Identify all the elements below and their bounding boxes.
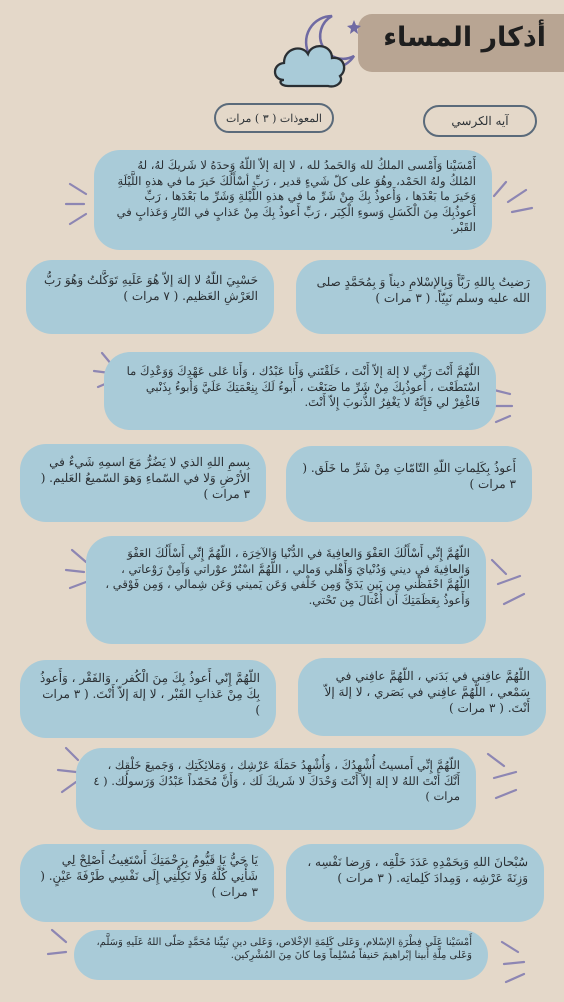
- dhikr-card: [20, 660, 276, 738]
- muawwidhat-label: المعوذات ( ٣ ) مرات: [226, 111, 322, 125]
- dhikr-card: [76, 748, 476, 830]
- dhikr-text: اللّهُمَّ إِنِّي أَسْأَلُكَ العَفْوَ وَالعافِيةَ في الدُّنْيا وَالآخِرَة ، اللّهُمَّ إِنِّي أَسْأَلُكَ العَفْوَ وَالعافِيةَ في ديني وَدُنْيايَ وَأَهْلي وَمالي ، اللّهُمَّ اسْتُرْ عوْراتي وَآمِنْ رَوْعاتي ، اللّهُمَّ احْفَظْني مِن بَينِ يَدَيَّ وَمِن خَلْفي وَعَن يَميني وَعَن شِمالي ، وَمِن فَوْقي ، وَأَعوذُ بِعَظَمَتِكَ أَن أُغْتالَ مِن تَحْتي.: [105, 546, 470, 607]
- dhikr-text: اللّهُمَّ عافِني في بَدَني ، اللّهُمَّ عافِني في سَمْعي ، اللّهُمَّ عافِني في بَصَري ، لا إلهَ إلاّ أَنْتَ. ( ٣ مرات ): [324, 669, 530, 715]
- dhikr-card: [286, 446, 532, 522]
- dhikr-card: [26, 260, 274, 334]
- dhikr-text: حَسْبِيَ اللّهُ لا إلهَ إلاّ هُوَ عَلَيهِ تَوَكَّلتُ وَهُوَ رَبُّ العَرْشِ العَظيم. ( ٧ مرات ): [43, 273, 258, 303]
- dhikr-card: [86, 536, 486, 644]
- dhikr-card: [94, 150, 492, 250]
- sun-rays-icon: [488, 168, 544, 218]
- page-title: أذكار المساء: [383, 22, 546, 53]
- dhikr-card: [20, 444, 266, 522]
- dhikr-text: اللّهُمَّ إِنّي أَعوذُ بِكَ مِنَ الْكُفر ، وَالفَقْر ، وَأَعوذُ بِكَ مِنْ عَذابِ القَبْر ، لا إلهَ إلاّ أَنْتَ. ( ٣ مرات ): [40, 671, 260, 717]
- dhikr-card: [296, 260, 546, 334]
- star-icon: [347, 20, 361, 34]
- dhikr-text: يَا حَيُّ يَا قَيُّومُ بِرَحْمَتِكَ أَسْتَغِيثُ أَصْلِحْ لِي شَأْنِي كُلَّهُ وَلَا تَكِلْنِي إِلَى نَفْسِي طَرْفَةَ عَيْنٍ. ( ٣ مرات ): [40, 853, 258, 899]
- dhikr-text: رَضيتُ بِاللهِ رَبَّاً وَبِالإسْلامِ ديناً وَ بِمُحَمَّدٍ صلى الله عليه وسلم نَبِيّاً. ( ٣ مرات ): [316, 275, 530, 305]
- dhikr-text: اللّهُمَّ أَنْتَ رَبِّي لا إلهَ إلاّ أَنْتَ ، خَلَقْتَني وَأَنا عَبْدُك ، وَأَنا عَلى عَهْدِكَ وَوَعْدِكَ ما اسْتَطَعْت ، أَعوذُبِكَ مِنْ شَرِّ ما صَنَعْت ، أَبوءُ لَكَ بِنِعْمَتِكَ عَلَيَّ وَأَبوءُ بِذَنْبي فَاغْفِرْ لي فَإِنَّهُ لا يَغْفِرُ الذُّنوبَ إِلاّ أَنْتَ.: [126, 364, 480, 409]
- title-banner: [358, 14, 564, 72]
- ayat-alkursi-label: آيه الكرسي: [451, 114, 509, 128]
- ayat-alkursi-link[interactable]: [423, 105, 537, 137]
- sun-rays-icon: [494, 928, 544, 988]
- dhikr-text: بِسمِ اللهِ الذي لا يَضُرُّ مَعَ اسمِهِ شَيءٌ في الأرْضِ وَلا في السّماءِ وَهوَ السّميعُ العَليم. ( ٣ مرات ): [40, 455, 250, 501]
- dhikr-card: [298, 658, 546, 736]
- cloud-moon-decoration: [270, 8, 370, 94]
- dhikr-card: [74, 930, 488, 980]
- dhikr-text: أَعوذُ بِكَلِماتِ اللّهِ التّامّاتِ مِنْ شَرِّ ما خَلَق. ( ٣ مرات ): [302, 461, 516, 491]
- sun-rays-icon: [480, 742, 536, 812]
- dhikr-card: [104, 352, 496, 430]
- dhikr-card: [20, 844, 274, 922]
- dhikr-card: [286, 844, 544, 922]
- dhikr-text: اللّهُمَّ إِنِّي أَمسيتُ أُشْهِدُكَ ، وَأُشْهِدُ حَمَلَةَ عَرْشِك ، وَمَلائِكَتِك ، وَجَميعَ خَلْقِك ، أَنَّكَ أَنْتَ اللهُ لا إلهَ إلاّ أَنْتَ وَحْدَكَ لا شَريكَ لَك ، وَأَنَّ مُحَمّداً عَبْدُكَ وَرَسولُك. ( ٤ مرات ): [93, 758, 460, 803]
- muawwidhat-link[interactable]: [214, 103, 334, 133]
- dhikr-text: سُبْحانَ اللهِ وَبِحَمْدِهِ عَدَدَ خَلْقِه ، وَرِضا نَفْسِه ، وَزِنَةَ عَرْشِه ، وَمِدادَ كَلِماتِه. ( ٣ مرات ): [307, 855, 528, 885]
- dhikr-text: أَمْسَيْنا وَأَمْسى الملكُ لله وَالحَمدُ لله ، لا إلهَ إلاّ اللّهُ وَحدَهُ لا شَريكَ لهُ، لهُ المُلكُ ولهُ الحَمْد، وهُوَ على كلّ شَيءٍ قدير ، رَبِّ أسْأَلُكَ خَيرَ ما في هذهِ اللَّيْلَةِ وَخَيرَ ما بَعْدَها ، وَأَعوذُ بِكَ مِنْ شَرِّ ما في هذهِ اللَّيْلةِ وَشَرِّ ما بَعْدَها ، رَبِّ أَعوذُبِكَ مِنَ الْكَسَلِ وَسوءِ الْكِبَر ، رَبِّ أَعوذُ بِكَ مِنْ عَذابٍ في النّارِ وَعَذابٍ في القَبْر.: [116, 158, 476, 234]
- sun-rays-icon: [484, 548, 540, 618]
- cloud-icon: [275, 46, 344, 86]
- dhikr-text: أَمْسَيْنا عَلَى فِطْرَةِ الإسْلام، وَعَلى كَلِمَةِ الإخْلاص، وَعَلى دينِ نَبِيِّنا مُحَمَّدٍ صَلّى اللهُ عَلَيهِ وَسَلَّم، وَعَلى مِلَّةِ أَبينا إبْراهيمَ حَنيفاً مُسْلِماً وَما كانَ مِنَ المُشْرِكين.: [96, 937, 472, 961]
